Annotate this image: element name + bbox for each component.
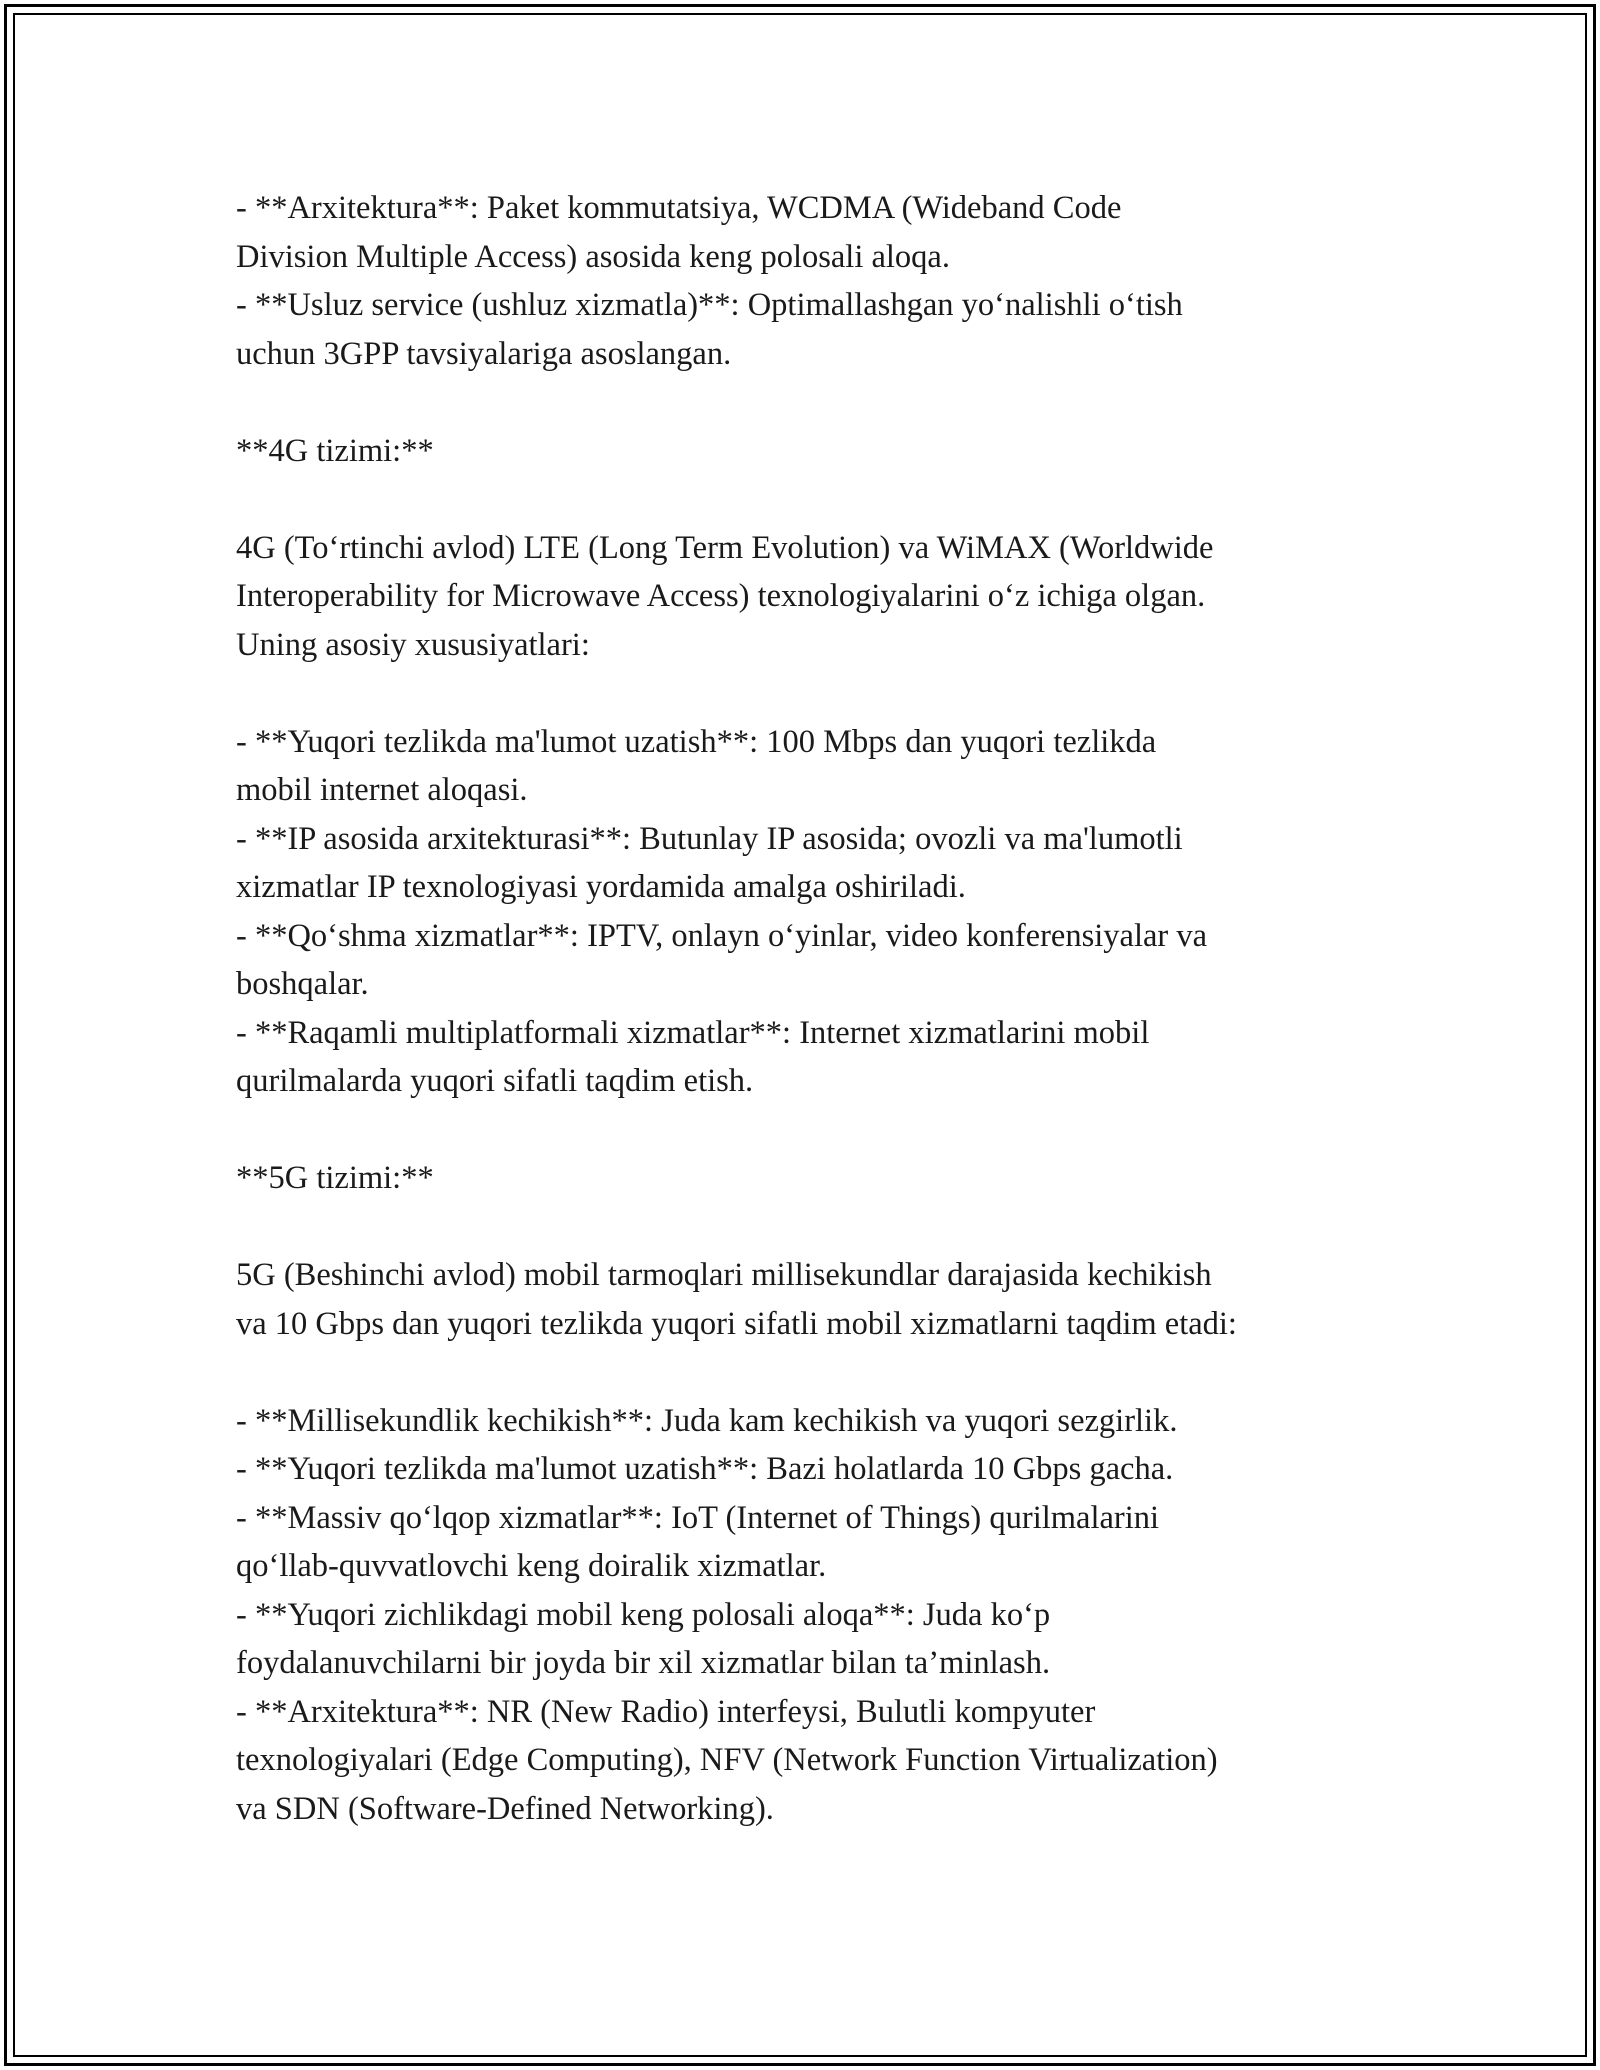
paragraph-gap bbox=[236, 378, 1386, 427]
paragraph-gap bbox=[236, 669, 1386, 718]
paragraph-gap bbox=[236, 1203, 1386, 1252]
paragraph-4g-bullets bbox=[236, 718, 1386, 1106]
text-line: - **Usluz service (ushluz xizmatla)**: Optimallashgan yo‘nalishli o‘tish bbox=[236, 287, 1183, 323]
paragraph-gap bbox=[236, 1106, 1386, 1155]
document-body bbox=[236, 184, 1386, 1833]
paragraph-gap bbox=[236, 1348, 1386, 1397]
heading-5g bbox=[236, 1154, 1386, 1203]
text-line: - **Yuqori tezlikda ma'lumot uzatish**: Bazi holatlarda 10 Gbps gacha. bbox=[236, 1451, 1174, 1487]
text-line: 5G (Beshinchi avlod) mobil tarmoqlari millisekundlar darajasida kechikish bbox=[236, 1257, 1212, 1293]
heading-4g bbox=[236, 427, 1386, 476]
section-heading: **5G tizimi:** bbox=[236, 1160, 434, 1196]
text-line: mobil internet aloqasi. bbox=[236, 772, 528, 808]
text-line: - **Qo‘shma xizmatlar**: IPTV, onlayn o‘yinlar, video konferensiyalar va bbox=[236, 917, 1208, 954]
text-line: - **Raqamli multiplatformali xizmatlar**: Internet xizmatlarini mobil bbox=[236, 1014, 1150, 1051]
text-line: boshqalar. bbox=[236, 966, 369, 1002]
paragraph-gap bbox=[236, 475, 1386, 524]
text-line: - **Millisekundlik kechikish**: Juda kam kechikish va yuqori sezgirlik. bbox=[236, 1402, 1178, 1439]
text-line: - **Arxitektura**: Paket kommutatsiya, WCDMA (Wideband Code bbox=[236, 190, 1122, 226]
text-line: - **Yuqori zichlikdagi mobil keng polosali aloqa**: Juda ko‘p bbox=[236, 1596, 1051, 1633]
paragraph-5g-intro bbox=[236, 1251, 1386, 1348]
section-heading: **4G tizimi:** bbox=[236, 432, 434, 469]
text-line: foydalanuvchilarni bir joyda bir xil xizmatlar bilan ta’minlash. bbox=[236, 1645, 1051, 1681]
paragraph-3g-bullets bbox=[236, 184, 1386, 378]
text-line: - **Arxitektura**: NR (New Radio) interfeysi, Bulutli kompyuter bbox=[236, 1693, 1096, 1730]
text-line: Division Multiple Access) asosida keng polosali aloqa. bbox=[236, 238, 950, 275]
text-line: - **Yuqori tezlikda ma'lumot uzatish**: 100 Mbps dan yuqori tezlikda bbox=[236, 723, 1157, 760]
text-line: qurilmalarda yuqori sifatli taqdim etish. bbox=[236, 1063, 754, 1099]
text-line: va 10 Gbps dan yuqori tezlikda yuqori sifatli mobil xizmatlarni taqdim etadi: bbox=[236, 1305, 1237, 1342]
text-line: xizmatlar IP texnologiyasi yordamida amalga oshiriladi. bbox=[236, 869, 966, 905]
text-line: - **Massiv qo‘lqop xizmatlar**: IoT (Internet of Things) qurilmalarini bbox=[236, 1499, 1160, 1536]
paragraph-4g-intro bbox=[236, 524, 1386, 670]
text-line: va SDN (Software-Defined Networking). bbox=[236, 1790, 774, 1827]
text-line: Uning asosiy xususiyatlari: bbox=[236, 626, 590, 663]
paragraph-5g-bullets bbox=[236, 1397, 1386, 1834]
text-line: uchun 3GPP tavsiyalariga asoslangan. bbox=[236, 335, 732, 372]
text-line: qo‘llab-quvvatlovchi keng doiralik xizmatlar. bbox=[236, 1548, 827, 1584]
text-line: Interoperability for Microwave Access) texnologiyalarini o‘z ichiga olgan. bbox=[236, 578, 1206, 614]
text-line: - **IP asosida arxitekturasi**: Butunlay IP asosida; ovozli va ma'lumotli bbox=[236, 820, 1183, 857]
text-line: 4G (To‘rtinchi avlod) LTE (Long Term Evolution) va WiMAX (Worldwide bbox=[236, 529, 1214, 566]
text-line: texnologiyalari (Edge Computing), NFV (Network Function Virtualization) bbox=[236, 1742, 1218, 1778]
